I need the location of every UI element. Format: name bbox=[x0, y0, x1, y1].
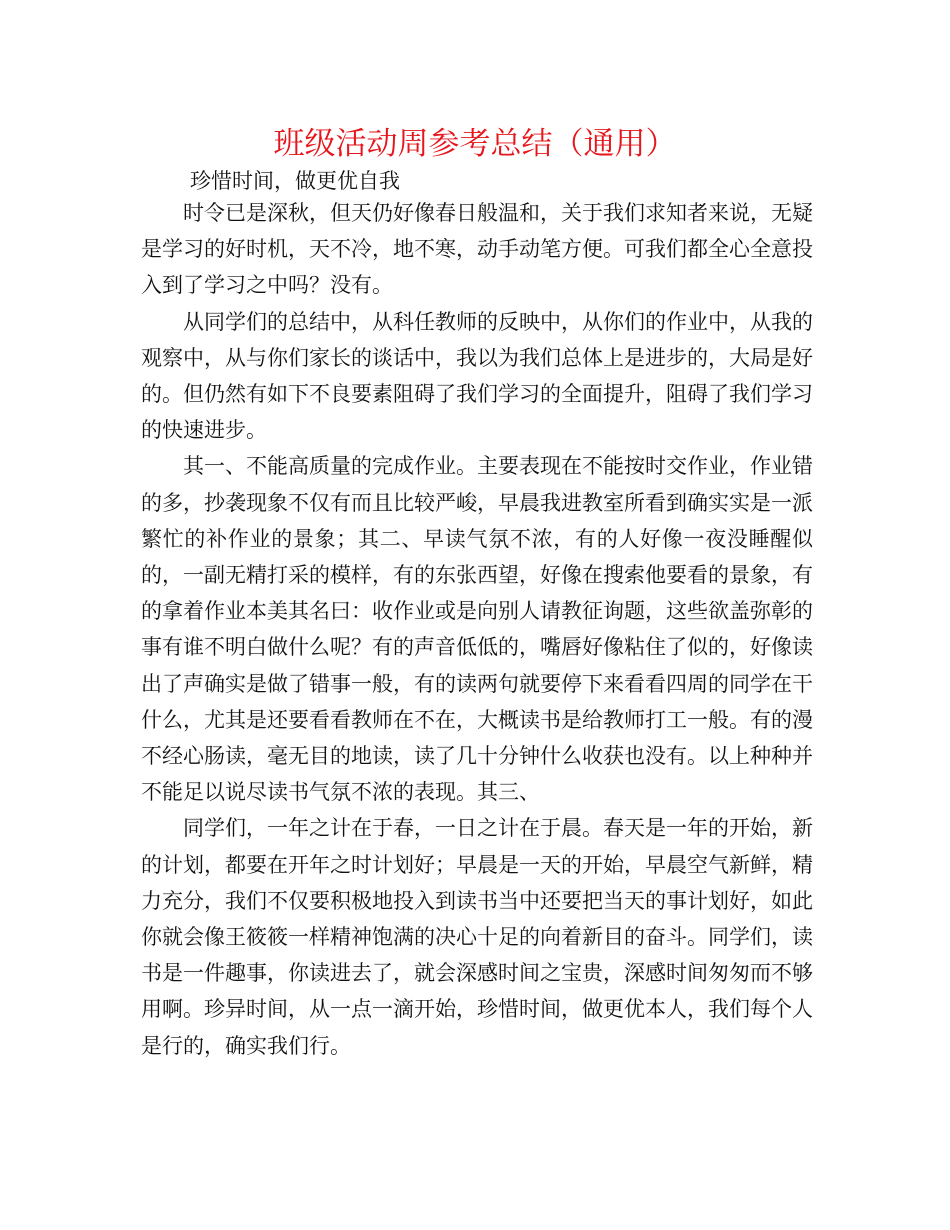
document-body bbox=[141, 195, 813, 1064]
paragraph: 其一、不能高质量的完成作业。主要表现在不能按时交作业，作业错的多，抄袭现象不仅有而且比较严峻，早晨我进教室所看到确实实是一派繁忙的补作业的景象；其二、早读气氛不浓，有的人好像一夜没睡醒似的，一副无精打采的模样，有的东张西望，好像在搜索他要看的景象，有的拿着作业本美其名曰：收作业或是向别人请教征询题，这些欲盖弥彰的事有谁不明白做什么呢？有的声音低低的，嘴唇好像粘住了似的，好像读出了声确实是做了错事一般，有的读两句就要停下来看看四周的同学在干什么，尤其是还要看看教师在不在，大概读书是给教师打工一般。有的漫不经心肠读，毫无目的地读，读了几十分钟什么收获也没有。以上种种并不能足以说尽读书气氛不浓的表现。其三、 bbox=[141, 454, 813, 805]
document-subtitle: 珍惜时间，做更优自我 bbox=[190, 169, 400, 193]
document-title: 班级活动周参考总结（通用） bbox=[273, 126, 677, 162]
paragraph: 时令已是深秋，但天仍好像春日般温和，关于我们求知者来说，无疑是学习的好时机，天不冷，地不寒，动手动笔方便。可我们都全心全意投入到了学习之中吗？没有。 bbox=[141, 201, 813, 298]
paragraph: 同学们，一年之计在于春，一日之计在于晨。春天是一年的开始，新的计划，都要在开年之时计划好；早晨是一天的开始，早晨空气新鲜，精力充分，我们不仅要积极地投入到读书当中还要把当天的事计划好，如此你就会像王筱筱一样精神饱满的决心十足的向着新目的奋斗。同学们，读书是一件趣事，你读进去了，就会深感时间之宝贵，深感时间匆匆而不够用啊。珍异时间，从一点一滴开始，珍惜时间，做更优本人，我们每个人是行的，确实我们行。 bbox=[141, 816, 813, 1058]
paragraph: 从同学们的总结中，从科任教师的反映中，从你们的作业中，从我的观察中，从与你们家长的谈话中，我以为我们总体上是进步的，大局是好的。但仍然有如下不良要素阻碍了我们学习的全面提升，阻碍了我们学习的快速进步。 bbox=[141, 309, 813, 443]
